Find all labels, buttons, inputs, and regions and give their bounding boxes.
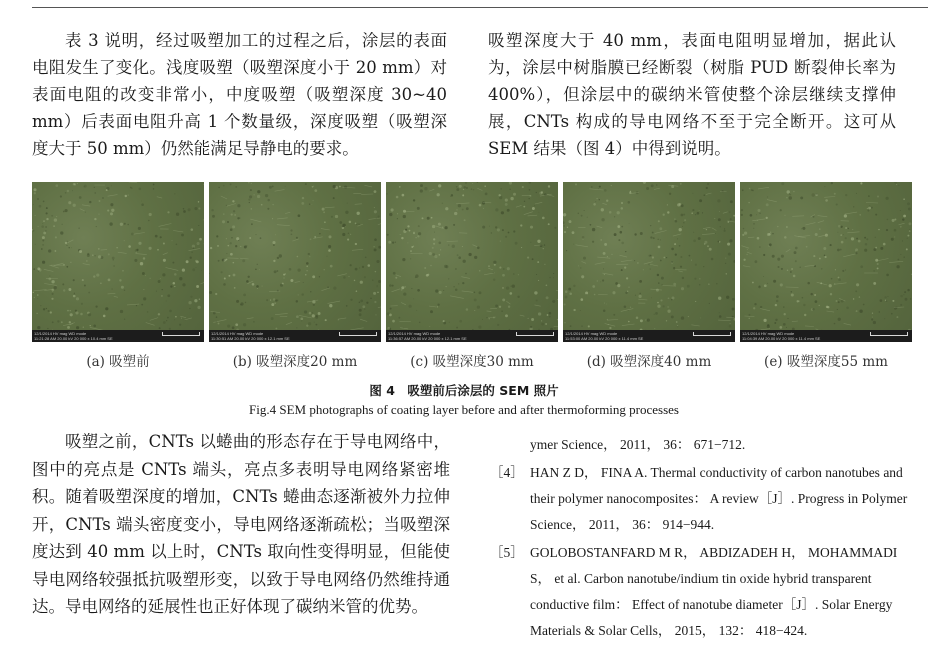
sem-texture xyxy=(740,182,912,332)
reference-number: ［4］ xyxy=(490,465,524,480)
subcaption-e: (e) 吸塑深度55 mm xyxy=(764,354,888,370)
scale-bar xyxy=(870,332,908,336)
sem-image-e xyxy=(740,182,912,342)
paragraph-resistance-increase: 吸塑深度大于 40 mm，表面电阻明显增加，据此认为，涂层中树脂膜已经断裂（树脂 PUD 断裂伸长率为 400%），但涂层中的碳纳米管使整个涂层继续支撑伸展，CNTs 构成的导电网络不至于完全断开。这可从 SEM 结果（图 4）中得到说明。 xyxy=(488,31,896,158)
databar-line2: 11:04:39 AM 20.00 kV 20 000 x 11.4 mm SE xyxy=(742,336,821,341)
scale-bar xyxy=(516,332,554,336)
reference-item-5 xyxy=(490,540,910,644)
text-column-top-left xyxy=(32,27,447,162)
sem-image-a xyxy=(32,182,204,342)
sem-image-d xyxy=(563,182,735,342)
sem-texture xyxy=(563,182,735,332)
databar-line1: 12/1/2014 HV mag WD mode xyxy=(388,331,441,336)
subcaption-c: (c) 吸塑深度30 mm xyxy=(410,354,534,370)
sem-databar xyxy=(740,330,912,342)
paragraph-table3-discussion: 表 3 说明，经过吸塑加工的过程之后，涂层的表面电阻发生了变化。浅度吸塑（吸塑深度小于 20 mm）对表面电阻的改变非常小，中度吸塑（吸塑深度 30~40 mm）后表面电阻升高 1 个数量级，深度吸塑（吸塑深度大于 50 mm）仍然能满足导静电的要求。 xyxy=(32,31,447,158)
sem-image-c xyxy=(386,182,558,342)
sem-texture xyxy=(209,182,381,332)
databar-line2: 11:53:00 AM 20.00 kV 20 000 x 11.4 mm SE xyxy=(565,336,644,341)
text-column-top-right xyxy=(488,27,896,162)
sem-figure-row xyxy=(32,182,912,342)
databar-line2: 11:30:51 AM 20.00 kV 20 000 x 12.1 mm SE xyxy=(211,336,290,341)
databar-line1: 12/1/2014 HV mag WD mode xyxy=(211,331,264,336)
sem-databar xyxy=(563,330,735,342)
sem-texture xyxy=(32,182,204,332)
scale-bar xyxy=(162,332,200,336)
scale-bar xyxy=(339,332,377,336)
figure-caption-en: Fig.4 SEM photographs of coating layer before and after thermoforming processes xyxy=(249,402,679,417)
scale-bar xyxy=(693,332,731,336)
sem-texture xyxy=(386,182,558,332)
reference-number: ［5］ xyxy=(490,545,524,560)
reference-text: GOLOBOSTANFARD M R， ABDIZADEH H， MOHAMMADI S， et al. Carbon nanotube/indium tin oxide hybrid transparent conductive film： Effect of nanotube diameter［J］. Solar Energy Materials & Solar Cells， 2015， 132： 418−424. xyxy=(530,545,898,638)
sem-image-b xyxy=(209,182,381,342)
reference-text: HAN Z D， FINA A. Thermal conductivity of carbon nanotubes and their polymer nanocomposites： A review［J］. Progress in Polymer Science， 2011， 36： 914−944. xyxy=(530,465,908,532)
reference-list xyxy=(490,432,910,644)
databar-line1: 12/1/2014 HV mag WD mode xyxy=(742,331,795,336)
paragraph-cnt-morphology: 吸塑之前，CNTs 以蜷曲的形态存在于导电网络中，图中的亮点是 CNTs 端头，亮点多表明导电网络紧密堆积。随着吸塑深度的增加，CNTs 蜷曲态逐渐被外力拉伸开，CNTs 端头密度变小，导电网络逐渐疏松；当吸塑深度达到 40 mm 以上时，CNTs 取向性变得明显，但能使导电网络较强抵抗吸塑形变，以致于导电网络仍然维持通达。导电网络的延展性也正好体现了碳纳米管的优势。 xyxy=(32,432,450,616)
reference-item-4 xyxy=(490,460,910,538)
reference-continuation: ymer Science， 2011， 36： 671−712. xyxy=(530,437,746,452)
databar-line2: 11:36:57 AM 20.00 kV 20 000 x 12.1 mm SE xyxy=(388,336,467,341)
databar-line2: 11:21:28 AM 20.00 kV 20 000 x 10.4 mm SE xyxy=(34,336,113,341)
sem-databar xyxy=(209,330,381,342)
sem-databar xyxy=(32,330,204,342)
sem-databar xyxy=(386,330,558,342)
figure-caption-cn: 图 4 吸塑前后涂层的 SEM 照片 xyxy=(369,383,559,398)
subcaption-b: (b) 吸塑深度20 mm xyxy=(232,354,358,370)
databar-line1: 12/1/2014 HV mag WD mode xyxy=(565,331,618,336)
text-column-bottom-left xyxy=(32,428,450,621)
header-rule xyxy=(32,7,928,8)
databar-line1: 12/1/2014 HV mag WD mode xyxy=(34,331,87,336)
subcaption-a: (a) 吸塑前 xyxy=(86,354,150,370)
subcaption-d: (d) 吸塑深度40 mm xyxy=(586,354,712,370)
